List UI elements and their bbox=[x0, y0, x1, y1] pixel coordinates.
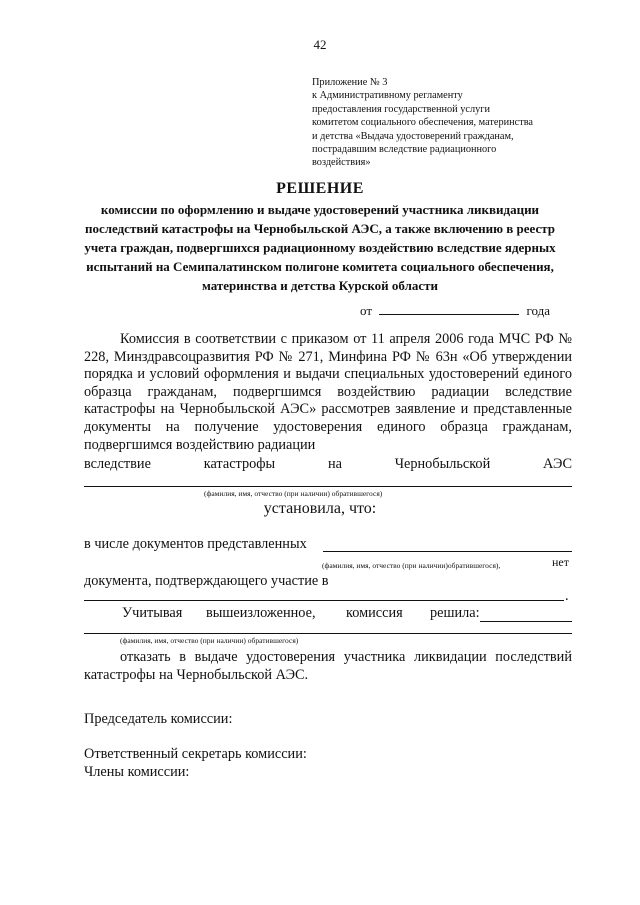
net-word: нет bbox=[552, 555, 569, 569]
page-number: 42 bbox=[313, 37, 327, 52]
refusal-paragraph bbox=[84, 649, 572, 684]
period-mark: . bbox=[565, 588, 569, 604]
date-line bbox=[360, 302, 550, 319]
date-suffix: года bbox=[526, 303, 551, 318]
body-word: Чернобыльской bbox=[394, 456, 491, 472]
participation-blank-line[interactable] bbox=[84, 600, 564, 601]
document-title: РЕШЕНИЕ bbox=[276, 180, 364, 197]
considering-word: Учитывая bbox=[122, 605, 183, 621]
appendix-line: предоставления государственной услуги bbox=[312, 103, 490, 115]
appendix-line: и детства «Выдача удостоверений гражданам, bbox=[312, 130, 514, 142]
document-subtitle: комиссии по оформлению и выдаче удостоверений участника ликвидации последствий катастрофы на Чернобыльской АЭС, а также включению в реестр учета граждан, подвергшихся радиационному воздействию вследствие ядерных испытаний на Семипалатинском полигоне комитета социального обеспечения, материнства и детства Курской области bbox=[84, 202, 556, 293]
body-word: на bbox=[327, 456, 342, 472]
date-blank-field[interactable] bbox=[379, 302, 519, 315]
refusal-text: отказать в выдаче удостоверения участника ликвидации последствий катастрофы на Чернобыльской АЭС. bbox=[84, 649, 572, 683]
applicant-caption-2: (фамилия, имя, отчество (при наличии)обратившегося), bbox=[322, 561, 501, 570]
docs-prefix: в числе документов представленных bbox=[84, 536, 307, 552]
applicant-blank-line-1[interactable] bbox=[84, 486, 572, 487]
applicant-caption-3: (фамилия, имя, отчество (при наличии) обратившегося) bbox=[120, 636, 299, 645]
decision-blank-line[interactable] bbox=[480, 621, 572, 622]
applicant-blank-line-3[interactable] bbox=[84, 633, 572, 634]
established-heading: установила, что: bbox=[263, 500, 377, 517]
body-paragraph bbox=[84, 331, 572, 454]
secretary-label: Ответственный секретарь комиссии: bbox=[84, 746, 307, 762]
appendix-line: воздействия» bbox=[312, 157, 371, 169]
body-word: вследствие bbox=[84, 456, 151, 472]
body-word: катастрофы bbox=[203, 456, 276, 472]
considering-word: вышеизложенное, bbox=[206, 605, 316, 621]
applicant-caption-1: (фамилия, имя, отчество (при наличии) обратившегося) bbox=[204, 489, 383, 498]
considering-word: комиссия bbox=[346, 605, 403, 621]
appendix-line: Приложение № 3 bbox=[312, 77, 388, 88]
appendix-line: пострадавшим вследствие радиационного bbox=[312, 144, 497, 156]
participation-document-text: документа, подтверждающего участие в bbox=[84, 573, 329, 589]
body-word: АЭС bbox=[543, 456, 572, 472]
appendix-line: к Административному регламенту bbox=[312, 90, 463, 102]
date-prefix: от bbox=[360, 303, 373, 318]
chairman-label: Председатель комиссии: bbox=[84, 711, 233, 727]
body-last-line bbox=[84, 456, 572, 473]
body-paragraph-text: Комиссия в соответствии с приказом от 11 апреля 2006 года МЧС РФ № 228, Минздравсоцразвития РФ № 271, Минфина РФ № 63н «Об утверждении порядка и условий оформления и выдачи специальных удостоверений единого образца гражданам, подвергшимся воздействию радиации вследствие катастрофы на Чернобыльской АЭС» рассмотрев заявление и представленные документы на получение удостоверения единого образца гражданам, подвергшимся воздействию радиации bbox=[84, 331, 572, 453]
appendix-header bbox=[312, 76, 612, 170]
considering-word: решила: bbox=[430, 605, 480, 621]
applicant-blank-line-2[interactable] bbox=[323, 551, 572, 552]
members-label: Члены комиссии: bbox=[84, 764, 190, 780]
appendix-line: комитетом социального обеспечения, материнства bbox=[312, 117, 534, 129]
